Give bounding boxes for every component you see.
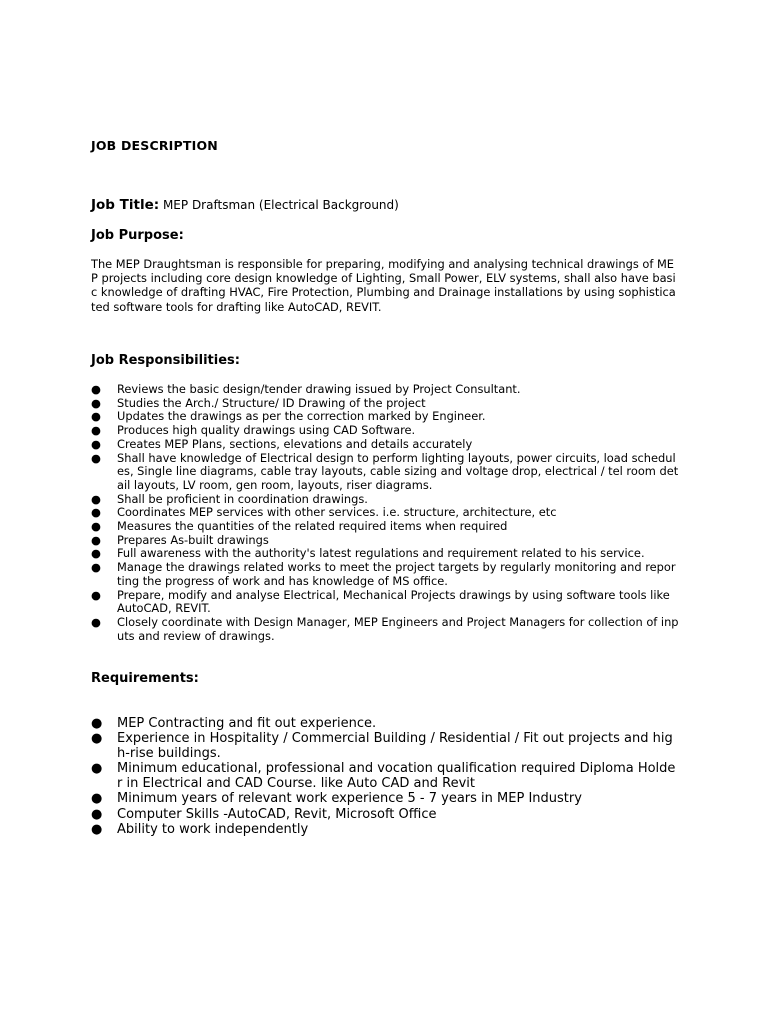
list-item: [91, 506, 679, 520]
list-item: [91, 438, 679, 452]
list-item-text: Experience in Hospitality / Commercial Building / Residential / Fit out projects and high-rise buildings.: [117, 731, 673, 762]
bullet-icon: ●: [91, 791, 103, 807]
list-item: [91, 547, 679, 561]
list-item: [91, 383, 679, 397]
list-item: [91, 616, 679, 643]
list-item-text: Computer Skills -AutoCAD, Revit, Microsoft Office: [117, 806, 437, 822]
bullet-icon: ●: [91, 450, 101, 465]
job-title-label: Job Title:: [91, 197, 160, 213]
list-item: [91, 589, 679, 616]
requirements-list: [91, 716, 679, 837]
list-item: [91, 397, 679, 411]
bullet-icon: ●: [91, 532, 101, 547]
list-item: [91, 761, 679, 791]
bullet-icon: ●: [91, 560, 101, 575]
list-item: [91, 716, 679, 731]
bullet-icon: ●: [91, 806, 103, 822]
job-purpose-text: The MEP Draughtsman is responsible for preparing, modifying and analysing technical drawings of MEP projects including core design knowledge of Lighting, Small Power, ELV systems, shall also have basic knowledge of drafting HVAC, Fire Protection, Plumbing and Drainage installations by using sophisticated software tools for drafting like AutoCAD, REVIT.: [91, 257, 676, 314]
list-item-text: Measures the quantities of the related required items when required: [117, 519, 508, 534]
bullet-icon: ●: [91, 587, 101, 602]
list-item-text: MEP Contracting and fit out experience.: [117, 716, 377, 731]
list-item: [91, 493, 679, 507]
bullet-icon: ●: [91, 731, 103, 747]
bullet-icon: ●: [91, 761, 103, 777]
list-item-text: Manage the drawings related works to meet the project targets by regularly monitoring and reporting the progress of work and has knowledge of MS office.: [117, 560, 676, 588]
list-item-text: Prepare, modify and analyse Electrical, Mechanical Projects drawings by using software tools like AutoCAD, REVIT.: [117, 587, 670, 616]
bullet-icon: ●: [91, 821, 103, 837]
bullet-icon: ●: [91, 614, 101, 629]
list-item-text: Reviews the basic design/tender drawing issued by Project Consultant.: [117, 382, 521, 396]
bullet-icon: ●: [91, 505, 101, 520]
bullet-icon: ●: [91, 395, 101, 410]
bullet-icon: ●: [91, 436, 101, 451]
list-item-text: Closely coordinate with Design Manager, MEP Engineers and Project Managers for collection of inputs and review of drawings.: [117, 614, 679, 643]
bullet-icon: ●: [91, 716, 103, 731]
bullet-icon: ●: [91, 409, 101, 424]
bullet-icon: ●: [91, 491, 101, 506]
responsibilities-heading: Job Responsibilities:: [91, 353, 240, 368]
list-item: [91, 520, 679, 534]
list-item-text: Produces high quality drawings using CAD Software.: [117, 423, 416, 438]
list-item: [91, 791, 679, 806]
list-item: [91, 424, 679, 438]
document-heading: JOB DESCRIPTION: [91, 138, 218, 153]
bullet-icon: ●: [91, 423, 101, 438]
list-item-text: Full awareness with the authority's latest regulations and requirement related to his service.: [117, 546, 645, 561]
list-item: [91, 807, 679, 822]
list-item-text: Creates MEP Plans, sections, elevations and details accurately: [117, 436, 473, 451]
list-item-text: Studies the Arch./ Structure/ ID Drawing of the project: [117, 395, 426, 410]
job-title-line: [91, 197, 399, 213]
list-item-text: Ability to work independently: [117, 821, 309, 837]
list-item-text: Shall have knowledge of Electrical design to perform lighting layouts, power circuits, load schedules, Single line diagrams, cable tray layouts, cable sizing and voltage drop, electrical / tel room detail layouts, LV room, gen room, layouts, riser diagrams.: [117, 450, 679, 492]
list-item-text: Prepares As-built drawings: [117, 532, 269, 547]
list-item-text: Minimum years of relevant work experience 5 - 7 years in MEP Industry: [117, 791, 582, 807]
job-purpose-heading: Job Purpose:: [91, 228, 184, 243]
bullet-icon: ●: [91, 382, 101, 396]
list-item-text: Shall be proficient in coordination drawings.: [117, 491, 368, 506]
list-item-text: Minimum educational, professional and vocation qualification required Diploma Holder in Electrical and CAD Course. like Auto CAD and Revit: [117, 761, 676, 792]
list-item-text: Coordinates MEP services with other services. i.e. structure, architecture, etc: [117, 505, 557, 520]
bullet-icon: ●: [91, 546, 101, 561]
list-item: [91, 534, 679, 548]
list-item-text: Updates the drawings as per the correction marked by Engineer.: [117, 409, 486, 424]
requirements-heading: Requirements:: [91, 671, 199, 686]
list-item: [91, 561, 679, 588]
responsibilities-list: [91, 383, 679, 643]
list-item: [91, 410, 679, 424]
job-title-value: MEP Draftsman (Electrical Background): [159, 198, 399, 212]
list-item: [91, 731, 679, 761]
list-item: [91, 452, 679, 493]
list-item: [91, 822, 679, 837]
bullet-icon: ●: [91, 519, 101, 534]
